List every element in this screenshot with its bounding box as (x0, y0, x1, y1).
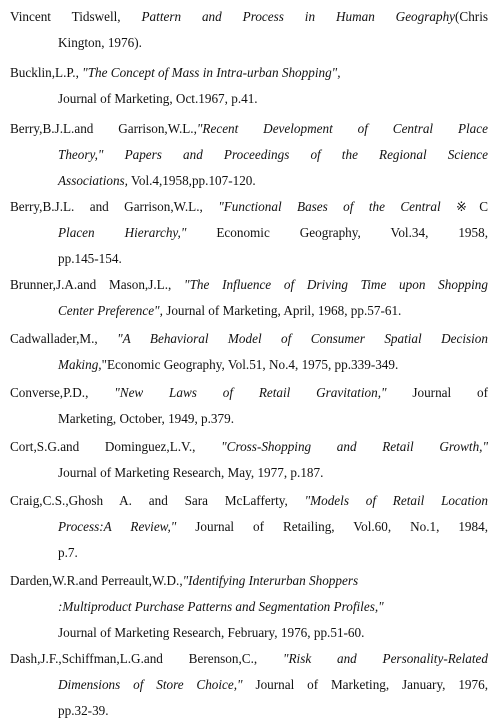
reference-cort (10, 434, 488, 486)
ref-title: "Models of Retail Location (304, 493, 488, 508)
ref-text: pp.145-154. (58, 251, 122, 266)
ref-text: Journal of Marketing Research, February, 1976, pp.51-60. (58, 625, 365, 640)
reference-berry-2 (10, 194, 488, 272)
reference-line (10, 352, 488, 378)
reference-line (10, 594, 488, 620)
ref-text: Converse,P.D., (10, 385, 115, 400)
reference-line (10, 620, 488, 646)
ref-title: Pattern and Process in Human Geography (141, 9, 456, 24)
ref-text: Vol.4,1958,pp.107-120. (127, 173, 256, 188)
ref-text: Berry,B.J.L. and Garrison,W.L., (10, 199, 219, 214)
reference-line (10, 380, 488, 406)
ref-text: Journal of (386, 385, 489, 400)
ref-title: "The Influence of Driving Time upon Shopping (184, 277, 488, 292)
ref-text: Cort,S.G.and Dominguez,L.V., (10, 439, 222, 454)
ref-text: ※C (440, 199, 488, 214)
ref-text: pp.32-39. (58, 703, 109, 718)
reference-line (10, 4, 488, 30)
ref-text: Vincent Tidswell, (10, 9, 142, 24)
reference-line (10, 60, 488, 86)
reference-line (10, 168, 488, 194)
reference-line (10, 672, 488, 698)
ref-text: Journal of Marketing, Oct.1967, p.41. (58, 91, 258, 106)
ref-title: "A Behavioral Model of Consumer Spatial Decision (117, 331, 488, 346)
ref-title: "Identifying Interurban Shoppers (182, 573, 359, 588)
ref-title: "New Laws of Retail Gravitation," (114, 385, 387, 400)
ref-text: Journal of Marketing, April, 1968, pp.57-61. (162, 303, 402, 318)
reference-line (10, 540, 488, 566)
reference-line (10, 568, 488, 594)
ref-text: Craig,C.S.,Ghosh A. and Sara McLafferty, (10, 493, 305, 508)
reference-line (10, 86, 488, 112)
reference-converse (10, 380, 488, 432)
reference-line (10, 514, 488, 540)
ref-title: "The Concept of Mass in Intra-urban Shopping", (82, 65, 341, 80)
reference-line (10, 406, 488, 432)
ref-title: Making, (58, 357, 102, 372)
reference-line (10, 116, 488, 142)
reference-line (10, 434, 488, 460)
ref-text: Bucklin,L.P., (10, 65, 83, 80)
ref-title: "Cross-Shopping and Retail Growth," (221, 439, 488, 454)
reference-cadwallader (10, 326, 488, 378)
ref-title: Center Preference", (58, 303, 163, 318)
ref-text: Journal of Marketing, January, 1976, (242, 677, 488, 692)
reference-bucklin (10, 60, 488, 112)
ref-text: Dash,J.F.,Schiffman,L.G.and Berenson,C., (10, 651, 283, 666)
reference-line (10, 488, 488, 514)
reference-line (10, 298, 488, 324)
reference-craig (10, 488, 488, 566)
ref-text: Berry,B.J.L.and Garrison,W.L., (10, 121, 197, 136)
ref-text: Kington, 1976). (58, 35, 142, 50)
ref-text: Darden,W.R.and Perreault,W.D., (10, 573, 183, 588)
ref-text: Journal of Marketing Research, May, 1977, p.187. (58, 465, 324, 480)
ref-text: Marketing, October, 1949, p.379. (58, 411, 235, 426)
reference-line (10, 142, 488, 168)
reference-line (10, 30, 488, 56)
ref-title: Placen Hierarchy," (58, 225, 187, 240)
ref-text: Cadwallader,M., (10, 331, 118, 346)
reference-line (10, 246, 488, 272)
reference-tidswell (10, 4, 488, 56)
reference-line (10, 698, 488, 724)
ref-title: "Recent Development of Central Place (196, 121, 488, 136)
reference-line (10, 646, 488, 672)
reference-line (10, 326, 488, 352)
reference-dash (10, 646, 488, 724)
ref-title: :Multiproduct Purchase Patterns and Segmentation Profiles," (58, 599, 384, 614)
ref-text: Brunner,J.A.and Mason,J.L., (10, 277, 185, 292)
ref-title: "Risk and Personality-Related (282, 651, 488, 666)
reference-berry-1 (10, 116, 488, 194)
reference-line (10, 272, 488, 298)
reference-line (10, 460, 488, 486)
ref-title: "Functional Bases of the Central (218, 199, 441, 214)
reference-brunner (10, 272, 488, 324)
ref-title: Process:A Review," (58, 519, 177, 534)
reference-line (10, 220, 488, 246)
reference-line (10, 194, 488, 220)
reference-darden (10, 568, 488, 646)
ref-title: Theory," Papers and Proceedings of the Regional Science (58, 147, 488, 162)
ref-text: Journal of Retailing, Vol.60, No.1, 1984, (176, 519, 488, 534)
ref-text: (Chris (455, 9, 488, 24)
ref-text: Economic Geography, Vol.34, 1958, (186, 225, 488, 240)
ref-title: Dimensions of Store Choice," (58, 677, 243, 692)
ref-text: p.7. (58, 545, 78, 560)
ref-text: "Economic Geography, Vol.51, No.4, 1975, pp.339-349. (101, 357, 399, 372)
ref-title: Associations, (58, 173, 128, 188)
